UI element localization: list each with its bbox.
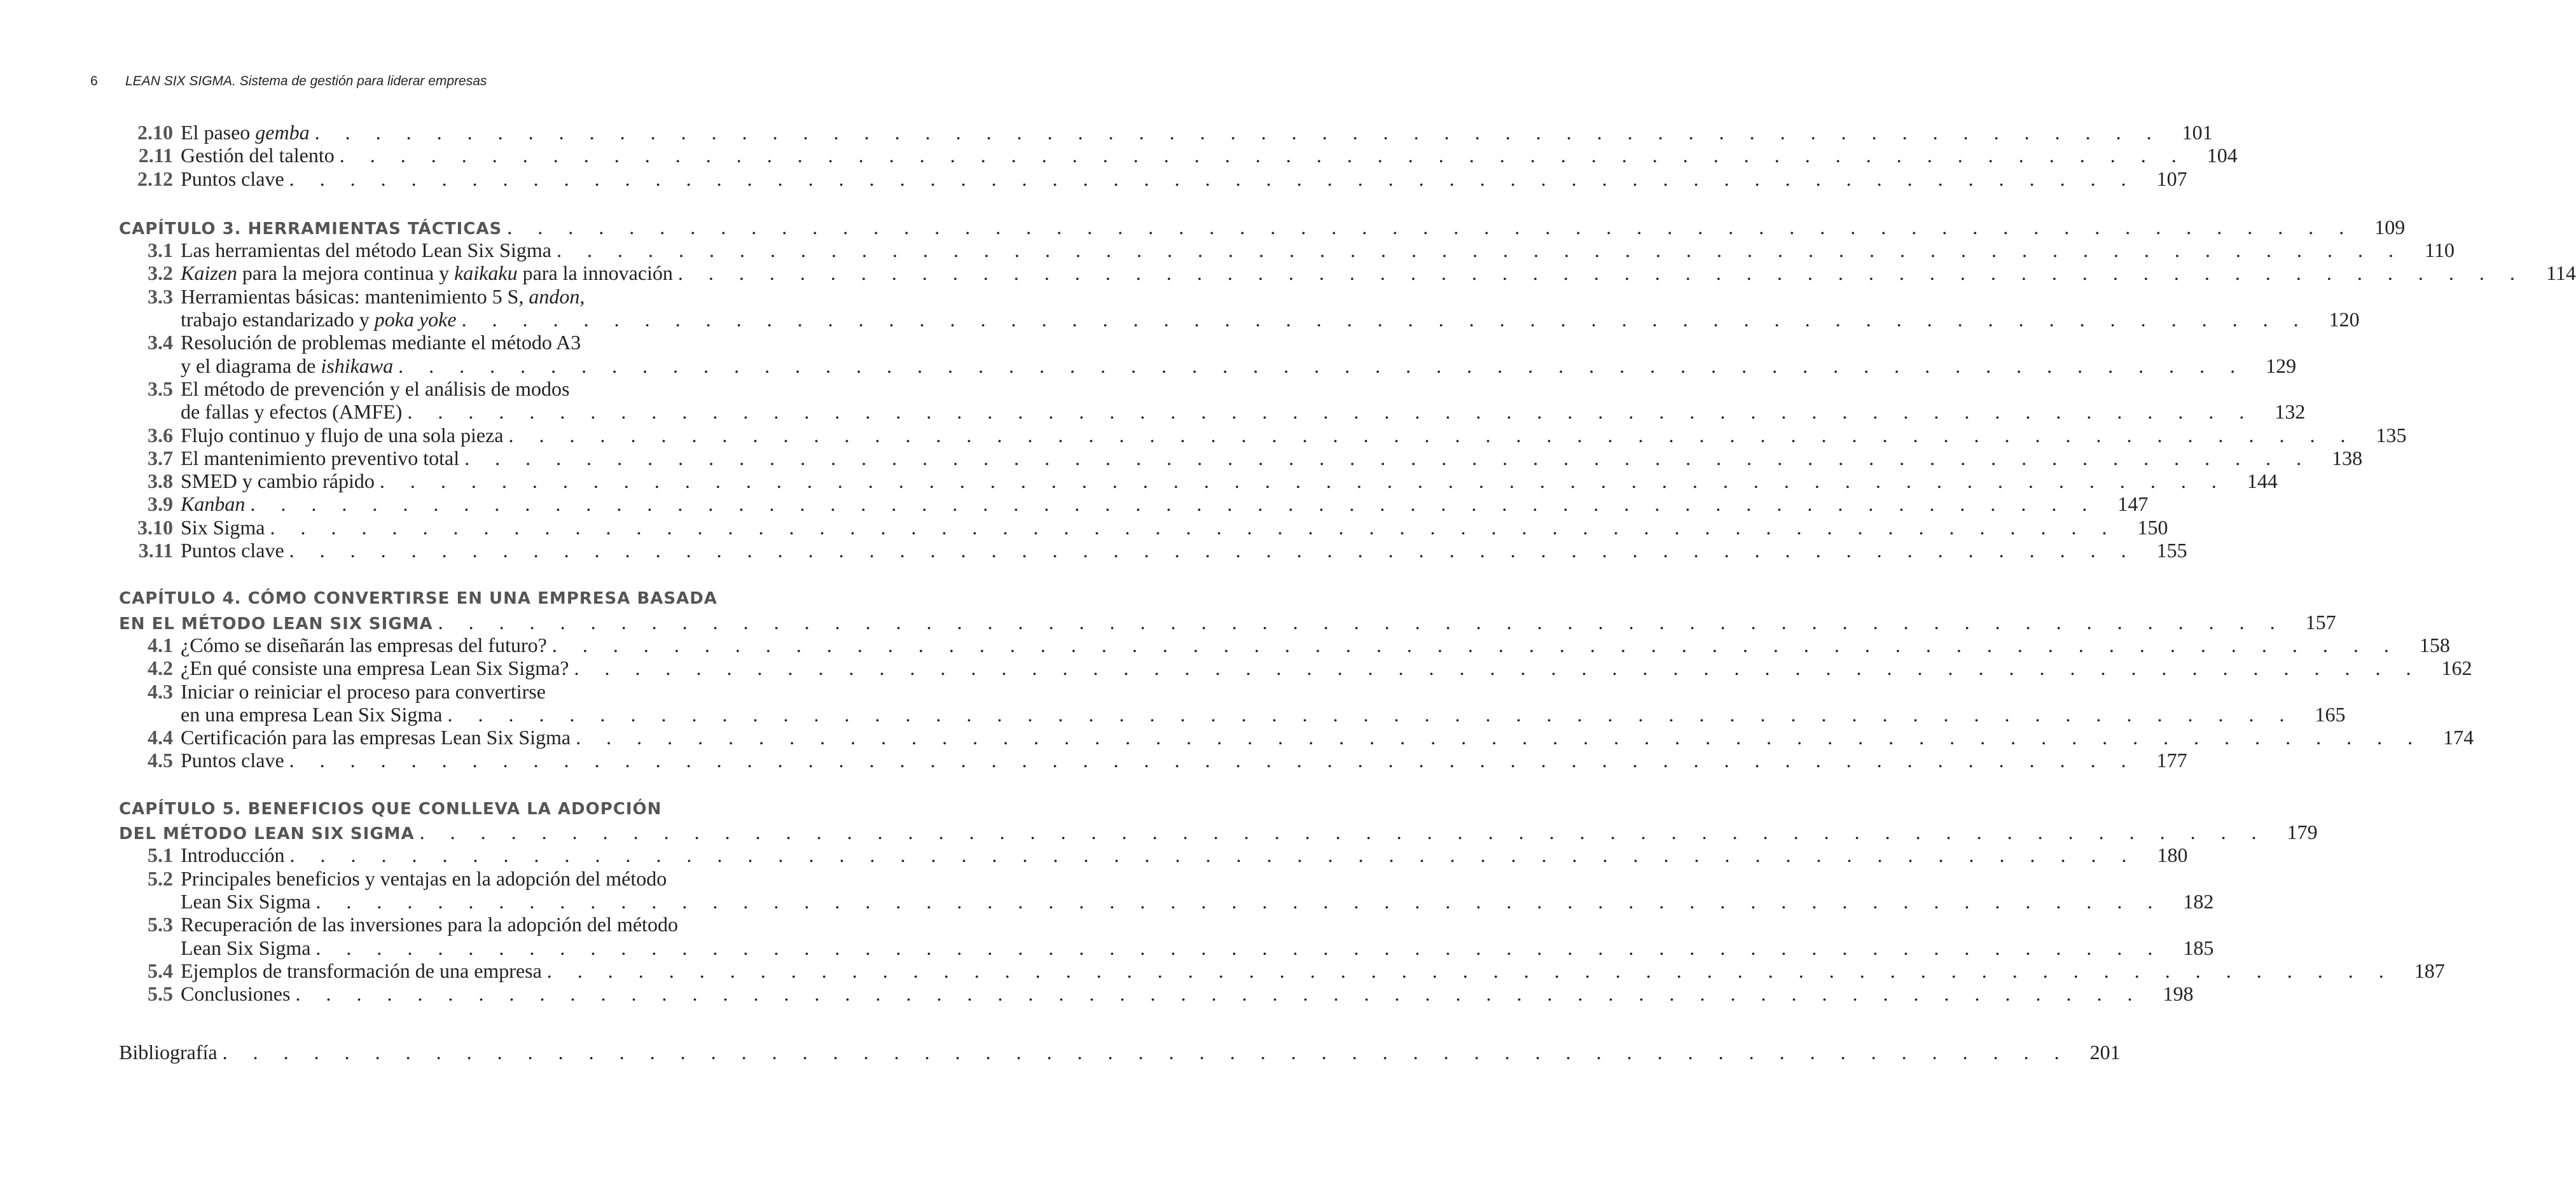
dot-leader: . . . . . . . . . . . . . . . . . . . . . . . . . . . . . . . . . . . . . . . . . . . . . . . . . . . . . . . . . . . . . <box>556 239 2404 262</box>
toc-entry-continuation[interactable] <box>119 354 2297 377</box>
toc-entry[interactable] <box>119 239 2455 262</box>
dot-leader: . . . . . . . . . . . . . . . . . . . . . . . . . . . . . . . . . . . . . . . . . . . . . . . . . . . . . . . . . . . . . <box>270 515 2117 539</box>
dot-leader: . . . . . . . . . . . . . . . . . . . . . . . . . . . . . . . . . . . . . . . . . . . . . . . . . . . . . . . . . . . . . <box>461 308 2309 331</box>
entry-title: El mantenimiento preventivo total <box>181 446 460 469</box>
entry-title: Introducción <box>181 843 285 867</box>
toc-entry[interactable] <box>119 656 2472 680</box>
toc-entry[interactable] <box>119 446 2363 469</box>
toc-entry[interactable] <box>119 515 2168 539</box>
bibliography-entry[interactable] <box>119 1041 2121 1064</box>
dot-leader: . . . . . . . . . . . . . . . . . . . . . . . . . . . . . . . . . . . . . . . . . . . . . . . . . . . . . . . . . . . . . <box>315 889 2163 913</box>
page-number: 6 <box>90 74 98 88</box>
entry-number: 4.2 <box>148 656 173 680</box>
toc-entry[interactable] <box>119 913 800 936</box>
chapter-title: DEL MÉTODO LEAN SIX SIGMA <box>119 824 415 844</box>
chapter-page: 109 <box>2374 215 2406 239</box>
toc-entry[interactable] <box>119 285 800 308</box>
toc-entry[interactable] <box>119 867 800 890</box>
toc-entry-continuation[interactable] <box>119 702 2346 726</box>
entry-number: 3.10 <box>137 515 173 539</box>
entry-title: Lean Six Sigma <box>181 936 311 959</box>
entry-number: 3.7 <box>148 446 173 469</box>
entry-title: Recuperación de las inversiones para la adopción del método <box>181 913 678 936</box>
entry-page: 185 <box>2183 936 2214 959</box>
entry-page: 101 <box>2182 121 2213 144</box>
entry-title: Principales beneficios y ventajas en la adopción del método <box>181 866 667 890</box>
dot-leader: . . . . . . . . . . . . . . . . . . . . . . . . . . . . . . . . . . . . . . . . . . . . . . . . . . . . . . . . . . . . . <box>379 469 2227 493</box>
entry-number: 3.4 <box>148 331 173 354</box>
dot-leader: . . . . . . . . . . . . . . . . . . . . . . . . . . . . . . . . . . . . . . . . . . . . . . . . . . . . . . . . . . . . . <box>339 144 2187 167</box>
entry-page: 147 <box>2117 492 2149 516</box>
entry-page: 165 <box>2315 702 2346 726</box>
bibliography-page: 201 <box>2089 1041 2121 1064</box>
chapter-4-heading[interactable] <box>119 587 800 610</box>
toc-entry-continuation[interactable] <box>119 936 2214 959</box>
entry-number: 5.1 <box>148 843 173 867</box>
entry-title: Lean Six Sigma <box>181 889 311 913</box>
entry-page: 187 <box>2414 959 2445 982</box>
entry-title: trabajo estandarizado y poka yoke <box>181 308 457 331</box>
table-of-contents <box>119 121 2576 1064</box>
entry-title: de fallas y efectos (AMFE) <box>181 400 403 424</box>
dot-leader: . . . . . . . . . . . . . . . . . . . . . . . . . . . . . . . . . . . . . . . . . . . . . . . . . . . . . . . . . . . . . <box>222 1041 2070 1064</box>
dot-leader: . . . . . . . . . . . . . . . . . . . . . . . . . . . . . . . . . . . . . . . . . . . . . . . . . . . . . . . . . . . . . <box>546 959 2394 982</box>
entry-title: El paseo gemba <box>181 121 310 144</box>
entry-title: Flujo continuo y flujo de una sola pieza <box>181 423 504 447</box>
entry-number: 5.4 <box>148 959 173 982</box>
entry-title: Puntos clave <box>181 167 284 190</box>
toc-entry[interactable] <box>119 726 2474 749</box>
dot-leader: . . . . . . . . . . . . . . . . . . . . . . . . . . . . . . . . . . . . . . . . . . . . . . . . . . . . . . . . . . . . . <box>551 633 2399 656</box>
entry-page: 114 <box>2546 261 2576 285</box>
entry-title: Conclusiones <box>181 982 291 1006</box>
entry-page: 158 <box>2419 633 2450 656</box>
dot-leader: . . . . . . . . . . . . . . . . . . . . . . . . . . . . . . . . . . . . . . . . . . . . . . . . . . . . . . . . . . . . . <box>419 821 2267 844</box>
chapter-4-heading-continuation[interactable] <box>119 610 2336 634</box>
entry-number: 5.2 <box>148 866 173 890</box>
dot-leader: . . . . . . . . . . . . . . . . . . . . . . . . . . . . . . . . . . . . . . . . . . . . . . . . . . . . . . . . . . . . . <box>677 261 2525 285</box>
entry-title: Las herramientas del método Lean Six Sigma <box>181 239 551 262</box>
dot-leader: . . . . . . . . . . . . . . . . . . . . . . . . . . . . . . . . . . . . . . . . . . . . . . . . . . . . . . . . . . . . . <box>508 423 2356 447</box>
running-title: LEAN SIX SIGMA. Sistema de gestión para liderar empresas <box>125 74 487 88</box>
entry-page: 110 <box>2425 239 2455 262</box>
entry-page: 177 <box>2156 749 2187 772</box>
entry-number: 2.11 <box>138 144 173 167</box>
entry-number: 3.11 <box>138 539 173 562</box>
dot-leader: . . . . . . . . . . . . . . . . . . . . . . . . . . . . . . . . . . . . . . . . . . . . . . . . . . . . . . . . . . . . . <box>464 446 2312 469</box>
dot-leader: . . . . . . . . . . . . . . . . . . . . . . . . . . . . . . . . . . . . . . . . . . . . . . . . . . . . . . . . . . . . . <box>447 702 2295 726</box>
dot-leader: . . . . . . . . . . . . . . . . . . . . . . . . . . . . . . . . . . . . . . . . . . . . . . . . . . . . . . . . . . . . . <box>438 610 2285 634</box>
dot-leader: . . . . . . . . . . . . . . . . . . . . . . . . . . . . . . . . . . . . . . . . . . . . . . . . . . . . . . . . . . . . . <box>315 936 2163 959</box>
dot-leader: . . . . . . . . . . . . . . . . . . . . . . . . . . . . . . . . . . . . . . . . . . . . . . . . . . . . . . . . . . . . . <box>289 749 2136 772</box>
toc-entry[interactable] <box>119 261 2576 285</box>
entry-title: Gestión del talento <box>181 144 335 167</box>
page-header <box>0 69 887 94</box>
entry-number: 3.5 <box>148 377 173 400</box>
entry-page: 144 <box>2247 469 2278 493</box>
toc-entry[interactable] <box>119 982 2194 1006</box>
entry-page: 174 <box>2443 726 2474 749</box>
toc-entry[interactable] <box>119 680 800 703</box>
entry-number: 3.6 <box>148 423 173 447</box>
entry-title: Iniciar o reiniciar el proceso para convertirse <box>181 679 546 703</box>
dot-leader: . . . . . . . . . . . . . . . . . . . . . . . . . . . . . . . . . . . . . . . . . . . . . . . . . . . . . . . . . . . . . <box>576 726 2423 749</box>
entry-page: 138 <box>2332 446 2363 469</box>
toc-entry[interactable] <box>119 539 2187 562</box>
entry-number: 4.3 <box>148 679 173 703</box>
toc-entry[interactable] <box>119 121 2213 144</box>
entry-title: Certificación para las empresas Lean Six Sigma <box>181 726 571 749</box>
toc-entry-continuation[interactable] <box>119 308 2360 331</box>
toc-entry[interactable] <box>119 144 2238 167</box>
toc-entry[interactable] <box>119 633 2450 656</box>
dot-leader: . . . . . . . . . . . . . . . . . . . . . . . . . . . . . . . . . . . . . . . . . . . . . . . . . . . . . . . . . . . . . <box>295 982 2143 1006</box>
entry-title: Six Sigma <box>181 515 265 539</box>
toc-entry[interactable] <box>119 423 2407 447</box>
toc-entry-continuation[interactable] <box>119 400 2306 424</box>
toc-entry[interactable] <box>119 843 2188 867</box>
entry-title: ¿Cómo se diseñarán las empresas del futuro? <box>181 633 547 656</box>
dot-leader: . . . . . . . . . . . . . . . . . . . . . . . . . . . . . . . . . . . . . . . . . . . . . . . . . . . . . . . . . . . . . <box>289 539 2136 562</box>
toc-entry[interactable] <box>119 749 2187 772</box>
entry-number: 2.10 <box>137 121 173 144</box>
dot-leader: . . . . . . . . . . . . . . . . . . . . . . . . . . . . . . . . . . . . . . . . . . . . . . . . . . . . . . . . . . . . . <box>507 215 2355 239</box>
bibliography-title: Bibliografía <box>119 1041 218 1064</box>
entry-page: 107 <box>2156 167 2187 190</box>
entry-number: 5.3 <box>148 913 173 936</box>
dot-leader: . . . . . . . . . . . . . . . . . . . . . . . . . . . . . . . . . . . . . . . . . . . . . . . . . . . . . . . . . . . . . <box>574 656 2421 680</box>
entry-page: 132 <box>2275 400 2306 424</box>
entry-title: Kaizen para la mejora continua y kaikaku para la innovación <box>181 261 673 285</box>
entry-number: 4.1 <box>148 633 173 656</box>
entry-title: Ejemplos de transformación de una empresa <box>181 959 542 982</box>
entry-page: 198 <box>2163 982 2194 1006</box>
entry-number: 3.1 <box>148 239 173 262</box>
entry-number: 2.12 <box>137 167 173 190</box>
chapter-5-heading[interactable] <box>119 798 800 821</box>
entry-title: Puntos clave <box>181 749 284 772</box>
dot-leader: . . . . . . . . . . . . . . . . . . . . . . . . . . . . . . . . . . . . . . . . . . . . . . . . . . . . . . . . . . . . . <box>250 492 2098 516</box>
toc-entry-continuation[interactable] <box>119 889 2214 913</box>
entry-title: y el diagrama de ishikawa <box>181 354 394 377</box>
entry-number: 4.4 <box>148 726 173 749</box>
entry-page: 135 <box>2376 423 2407 447</box>
toc-entry[interactable] <box>119 959 2445 982</box>
entry-page: 180 <box>2157 843 2188 867</box>
dot-leader: . . . . . . . . . . . . . . . . . . . . . . . . . . . . . . . . . . . . . . . . . . . . . . . . . . . . . . . . . . . . . <box>289 843 2137 867</box>
toc-entry[interactable] <box>119 492 2149 516</box>
toc-entry[interactable] <box>119 469 2278 493</box>
toc-entry[interactable] <box>119 167 2187 190</box>
entry-title: SMED y cambio rápido <box>181 469 375 493</box>
chapter-title: CAPÍTULO 3. HERRAMIENTAS TÁCTICAS <box>119 219 502 239</box>
entry-page: 104 <box>2206 144 2238 167</box>
entry-title: ¿En qué consiste una empresa Lean Six Sigma? <box>181 656 569 680</box>
entry-number: 3.2 <box>148 261 173 285</box>
chapter-page: 179 <box>2287 821 2318 844</box>
entry-title: El método de prevención y el análisis de modos <box>181 377 570 400</box>
entry-page: 150 <box>2137 515 2168 539</box>
entry-page: 182 <box>2183 889 2214 913</box>
entry-number: 3.3 <box>148 284 173 308</box>
chapter-3-heading[interactable] <box>119 215 2406 239</box>
entry-title: Kanban <box>181 492 246 516</box>
dot-leader: . . . . . . . . . . . . . . . . . . . . . . . . . . . . . . . . . . . . . . . . . . . . . . . . . . . . . . . . . . . . . <box>407 400 2255 424</box>
chapter-5-heading-continuation[interactable] <box>119 821 2318 844</box>
chapter-page: 157 <box>2305 610 2336 634</box>
dot-leader: . . . . . . . . . . . . . . . . . . . . . . . . . . . . . . . . . . . . . . . . . . . . . . . . . . . . . . . . . . . . . <box>398 354 2246 377</box>
entry-number: 4.5 <box>148 749 173 772</box>
toc-entry[interactable] <box>119 377 800 400</box>
entry-title: Puntos clave <box>181 539 284 562</box>
chapter-title: CAPÍTULO 4. CÓMO CONVERTIRSE EN UNA EMPRESA BASADA <box>119 589 717 609</box>
entry-page: 162 <box>2441 656 2472 680</box>
entry-number: 5.5 <box>148 982 173 1006</box>
dot-leader: . . . . . . . . . . . . . . . . . . . . . . . . . . . . . . . . . . . . . . . . . . . . . . . . . . . . . . . . . . . . . <box>289 167 2136 190</box>
entry-page: 120 <box>2329 308 2360 331</box>
entry-page: 155 <box>2156 539 2187 562</box>
chapter-title: CAPÍTULO 5. BENEFICIOS QUE CONLLEVA LA ADOPCIÓN <box>119 799 662 819</box>
entry-title: Herramientas básicas: mantenimiento 5 S, andon, <box>181 284 585 308</box>
toc-entry[interactable] <box>119 331 800 354</box>
entry-number: 3.9 <box>148 492 173 516</box>
entry-title: en una empresa Lean Six Sigma <box>181 702 443 726</box>
entry-page: 129 <box>2266 354 2297 377</box>
entry-title: Resolución de problemas mediante el método A3 <box>181 331 581 354</box>
entry-number: 3.8 <box>148 469 173 493</box>
dot-leader: . . . . . . . . . . . . . . . . . . . . . . . . . . . . . . . . . . . . . . . . . . . . . . . . . . . . . . . . . . . . . <box>314 121 2162 144</box>
chapter-title: EN EL MÉTODO LEAN SIX SIGMA <box>119 614 433 634</box>
